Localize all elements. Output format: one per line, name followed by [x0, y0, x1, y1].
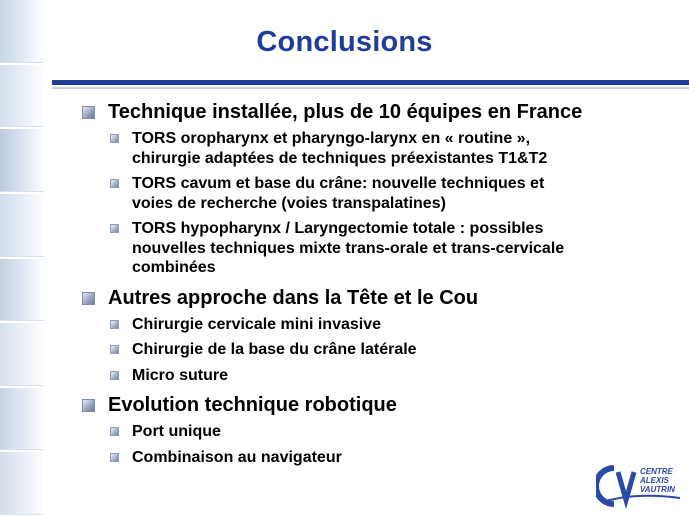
list-item-line: chirurgie adaptées de techniques préexistantes T1&T2 [132, 149, 548, 167]
bullet-list [80, 100, 680, 467]
list-item-line: nouvelles techniques mixte trans-orale et trans-cervicale [132, 239, 565, 257]
list-item-line: TORS oropharynx et pharyngo-larynx en « routine », [132, 130, 531, 147]
list-item-line: Combinaison au navigateur [132, 448, 342, 466]
decorative-tile [0, 259, 44, 322]
logo-line2: ALEXIS [640, 476, 669, 485]
square-bullet-icon [110, 345, 119, 354]
square-bullet-icon [110, 427, 119, 436]
square-bullet-icon [110, 134, 119, 143]
section-heading-text: Technique installée, plus de 10 équipes en France [108, 101, 583, 123]
left-decorative-strip [0, 0, 44, 517]
square-bullet-icon [110, 224, 119, 233]
slide-title: Conclusions [256, 26, 433, 58]
logo-line3: VAUTRIN [640, 485, 675, 494]
section-heading [80, 393, 680, 417]
decorative-tile [0, 323, 44, 386]
square-bullet-icon [110, 371, 119, 380]
list-item-line: Chirurgie cervicale mini invasive [132, 315, 382, 333]
list-item [80, 315, 680, 335]
decorative-tile [0, 452, 44, 515]
square-bullet-icon [110, 320, 119, 329]
list-item-line: TORS hypopharynx / Laryngectomie totale : possibles [132, 220, 544, 237]
list-item-line: Micro suture [132, 366, 229, 384]
list-item [80, 340, 680, 360]
logo-line1: CENTRE [640, 467, 673, 476]
list-item [80, 129, 680, 168]
list-item-line: Port unique [132, 423, 221, 440]
list-item [80, 366, 680, 386]
section-heading [80, 286, 680, 310]
square-bullet-icon [110, 179, 119, 188]
list-item-line: TORS cavum et base du crâne: nouvelle techniques et [132, 175, 545, 192]
list-item [80, 448, 680, 468]
list-item-line: Chirurgie de la base du crâne latérale [132, 341, 417, 358]
list-item [80, 219, 680, 278]
list-item-line: voies de recherche (voies transpalatines) [132, 194, 446, 212]
section-heading-text: Autres approche dans la Tête et le Cou [108, 286, 479, 309]
decorative-tile [0, 194, 44, 257]
square-bullet-icon [82, 106, 95, 119]
section-heading-text: Evolution technique robotique [108, 394, 397, 416]
square-bullet-icon [110, 453, 119, 462]
list-item-line: combinées [132, 259, 216, 276]
section-heading [80, 100, 680, 124]
list-item [80, 422, 680, 442]
list-item [80, 174, 680, 213]
decorative-tile [0, 129, 44, 192]
title-underline-secondary [52, 87, 689, 89]
title-underline [52, 80, 689, 85]
square-bullet-icon [82, 292, 95, 305]
centre-alexis-vautrin-logo [596, 462, 684, 510]
decorative-tile [0, 65, 44, 128]
decorative-tile [0, 388, 44, 451]
square-bullet-icon [82, 399, 95, 412]
